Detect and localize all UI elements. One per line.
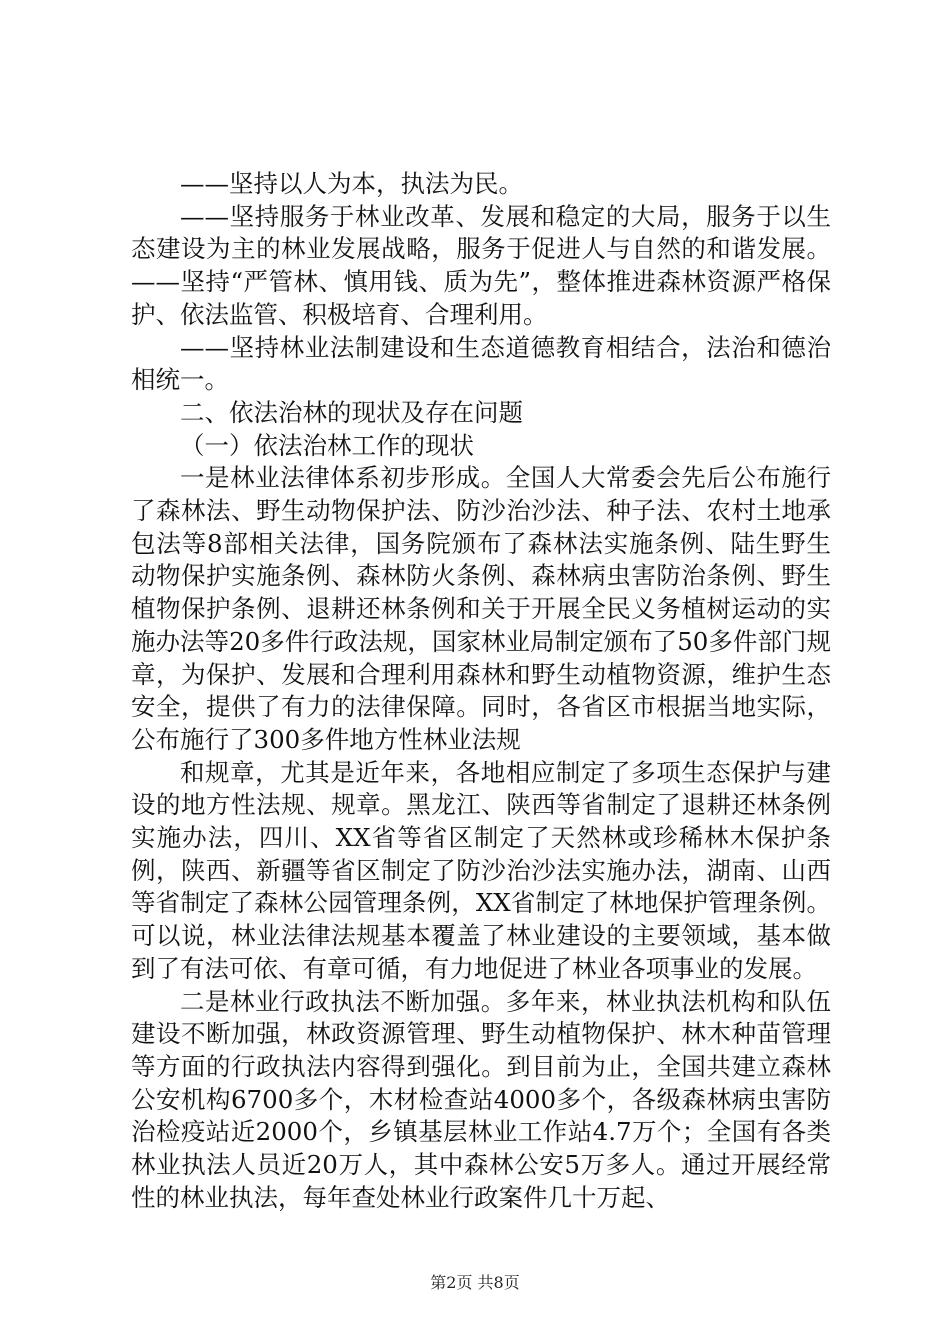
paragraph-enforcement: 二是林业行政执法不断加强。多年来，林业执法机构和队伍建设不断加强，林政资源管理、野生动植物保护、林木种苗管理等方面的行政执法内容得到强化。到目前为止，全国共建立森林公安机构6700多个，木材检查站4000多个，各级森林病虫害防治检疫站近2000个，乡镇基层林业工作站4.7万个；全国有各类林业执法人员近20万人，其中森林公安5万多人。通过开展经常性的林业执法，每年查处林业行政案件几十万起、	[131, 986, 831, 1212]
document-body	[131, 168, 831, 1215]
principle-serve-reform: ——坚持服务于林业改革、发展和稳定的大局，服务于以生态建设为主的林业发展战略，服务于促进人与自然的和谐发展。——坚持“严管林、慎用钱、质为先”，整体推进森林资源严格保护、依法监管、积极培育、合理利用。	[131, 201, 831, 329]
section-heading: 二、依法治林的现状及存在问题	[180, 397, 523, 427]
paragraph-local-regulations: 和规章，尤其是近年来，各地相应制定了多项生态保护与建设的地方性法规、规章。黑龙江、陕西等省制定了退耕还林条例实施办法，四川、XX省等省区制定了天然林或珍稀林木保护条例，陕西、新疆等省区制定了防沙治沙法实施办法，湖南、山西等省制定了森林公园管理条例，XX省制定了林地保护管理条例。可以说，林业法律法规基本覆盖了林业建设的主要领域，基本做到了有法可依、有章可循，有力地促进了林业各项事业的发展。	[131, 757, 831, 983]
principle-legal-moral: ——坚持林业法制建设和生态道德教育相结合，法治和德治相统一。	[131, 332, 831, 395]
paragraph-legal-system: 一是林业法律体系初步形成。全国人大常委会先后公布施行了森林法、野生动物保护法、防沙治沙法、种子法、农村土地承包法等8部相关法律，国务院颁布了森林法实施条例、陆生野生动物保护实施条例、森林防火条例、森林病虫害防治条例、野生植物保护条例、退耕还林条例和关于开展全民义务植树运动的实施办法等20多件行政法规，国家林业局制定颁布了50多件部门规章，为保护、发展和合理利用森林和野生动植物资源，维护生态安全，提供了有力的法律保障。同时，各省区市根据当地实际，公布施行了300多件地方性林业法规	[131, 463, 831, 754]
principle-people-first: ——坚持以人为本，执法为民。	[180, 169, 523, 198]
page-footer: 第2页 共8页	[430, 1273, 520, 1292]
subsection-heading: （一）依法治林工作的现状	[180, 430, 474, 460]
